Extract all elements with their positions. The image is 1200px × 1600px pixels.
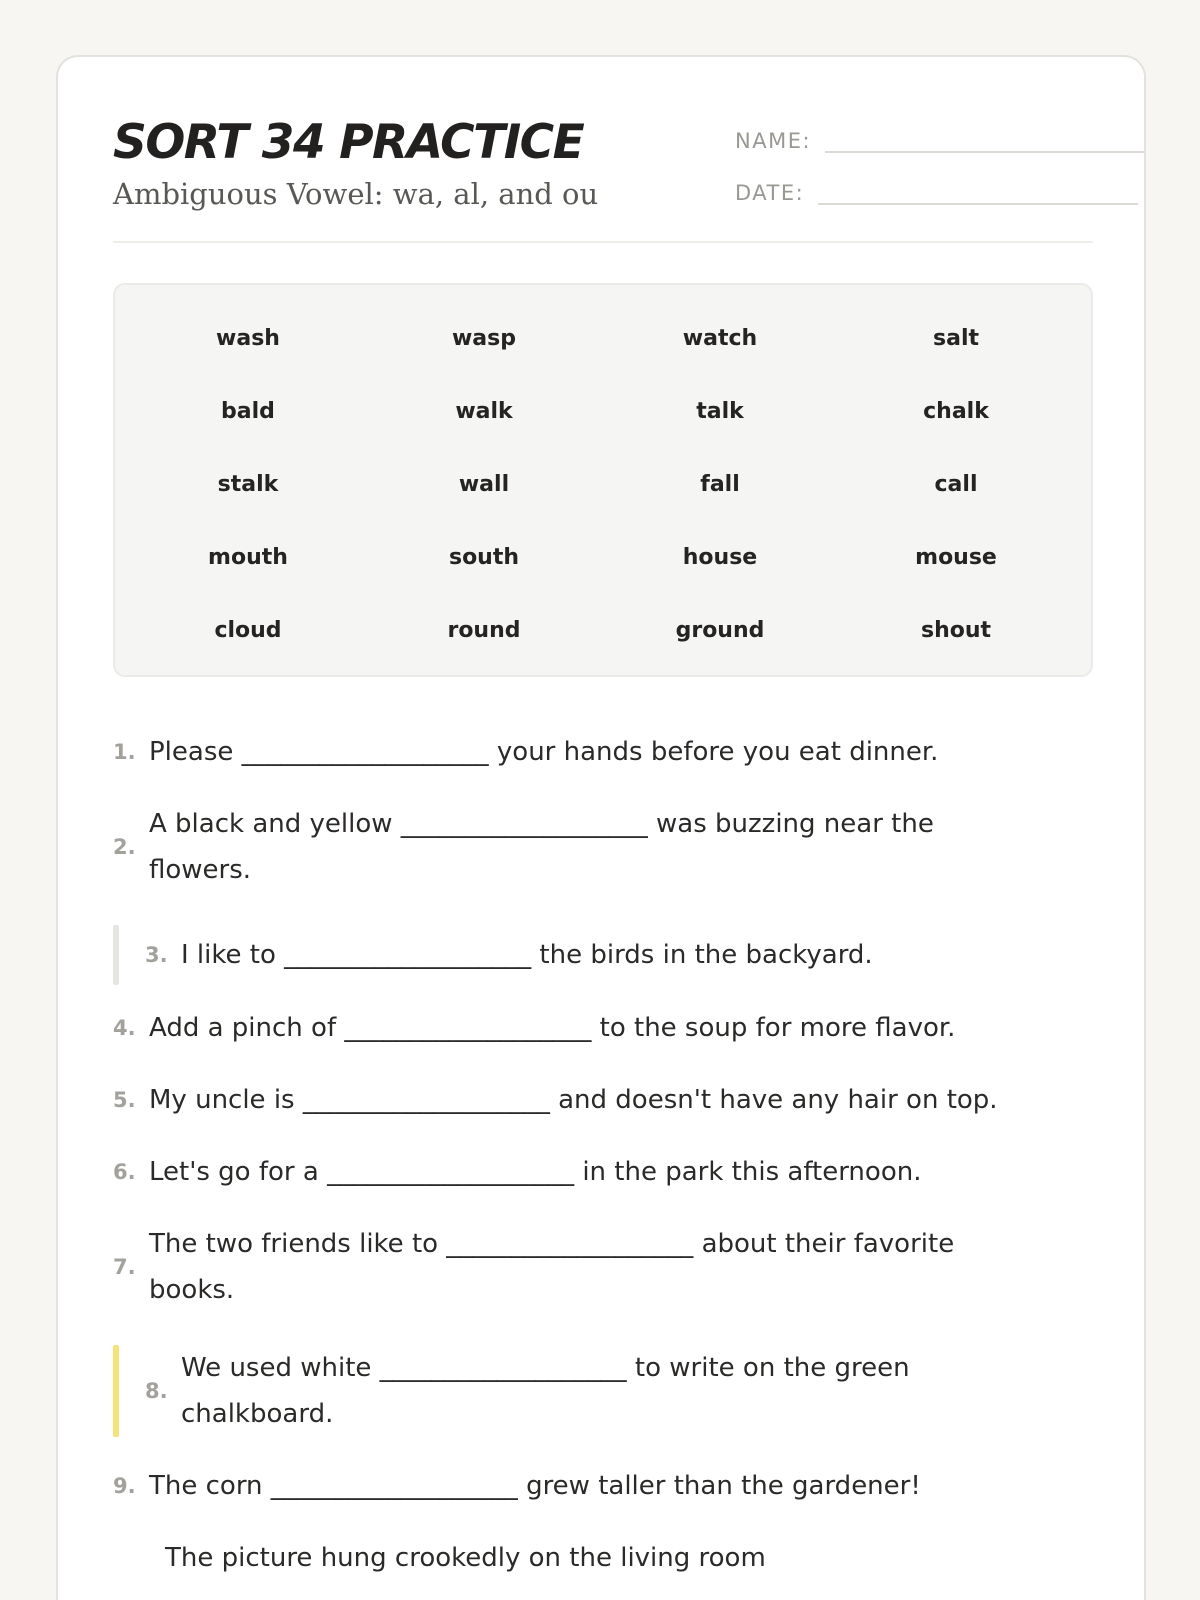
word-bank-item: wasp xyxy=(451,326,516,351)
name-label: NAME: xyxy=(735,129,812,153)
word-bank-item: stalk xyxy=(217,472,279,497)
question-text: The corn ___________________ grew taller than the gardener! xyxy=(149,1471,921,1501)
worksheet-header xyxy=(113,115,1093,243)
question-text: Please ___________________ your hands before you eat dinner. xyxy=(149,737,939,767)
question-number: 7. xyxy=(113,1255,136,1279)
word-bank-item: round xyxy=(447,618,521,643)
page-subtitle: Ambiguous Vowel: wa, al, and ou xyxy=(113,177,599,211)
page-title: SORT 34 PRACTICE xyxy=(113,115,584,170)
question-text: The two friends like to ___________________ about their favorite books. xyxy=(149,1229,955,1305)
question-item xyxy=(113,1005,1113,1051)
word-bank-item: shout xyxy=(920,618,992,643)
question-number: 6. xyxy=(113,1160,136,1184)
question-text: I like to ___________________ the birds in the backyard. xyxy=(181,940,873,970)
word-bank-item: fall xyxy=(700,472,740,497)
word-bank-item: house xyxy=(682,545,758,570)
word-bank-item: south xyxy=(448,545,520,570)
word-bank-item: wall xyxy=(458,472,510,497)
date-label: DATE: xyxy=(735,181,805,205)
name-field-row xyxy=(735,129,1145,153)
question-number: 1. xyxy=(113,740,136,764)
question-number: 8. xyxy=(145,1379,168,1403)
word-bank-item: talk xyxy=(696,399,744,424)
date-field-row xyxy=(735,181,1138,205)
question-text: The picture hung crookedly on the living room xyxy=(165,1543,766,1573)
word-bank-item: mouth xyxy=(208,545,288,570)
question-text: We used white ___________________ to write on the green chalkboard. xyxy=(181,1353,910,1429)
question-number: 3. xyxy=(145,943,168,967)
question-list xyxy=(113,729,1113,1581)
question-item xyxy=(113,1221,1113,1313)
question-text: My uncle is ___________________ and doesn't have any hair on top. xyxy=(149,1085,998,1115)
word-bank-item: salt xyxy=(933,326,979,351)
word-bank-item: wash xyxy=(216,326,280,351)
worksheet-page xyxy=(56,55,1146,1600)
word-bank-item: cloud xyxy=(214,618,282,643)
question-text: Add a pinch of ___________________ to the soup for more flavor. xyxy=(149,1013,956,1043)
word-bank-item: ground xyxy=(675,618,765,643)
question-text: Let's go for a ___________________ in the park this afternoon. xyxy=(149,1157,922,1187)
question-number: 9. xyxy=(113,1474,136,1498)
question-item-highlighted xyxy=(113,925,1113,985)
question-number: 5. xyxy=(113,1088,136,1112)
word-bank-item: mouse xyxy=(915,545,997,570)
date-line[interactable] xyxy=(818,181,1138,205)
question-item xyxy=(113,729,1113,775)
question-item-highlighted xyxy=(113,1345,1113,1437)
word-bank-item: call xyxy=(934,472,978,497)
question-number: 4. xyxy=(113,1016,136,1040)
name-line[interactable] xyxy=(825,129,1145,153)
word-bank xyxy=(113,283,1093,677)
question-item xyxy=(113,1463,1113,1509)
question-item xyxy=(113,1535,1113,1581)
question-text: A black and yellow ___________________ was buzzing near the flowers. xyxy=(149,809,934,885)
question-item xyxy=(113,801,1113,893)
word-bank-item: bald xyxy=(221,399,275,424)
question-item xyxy=(113,1149,1113,1195)
question-item xyxy=(113,1077,1113,1123)
question-number: 2. xyxy=(113,835,136,859)
word-bank-item: chalk xyxy=(923,399,989,424)
word-bank-item: walk xyxy=(455,399,513,424)
word-bank-item: watch xyxy=(682,326,758,351)
